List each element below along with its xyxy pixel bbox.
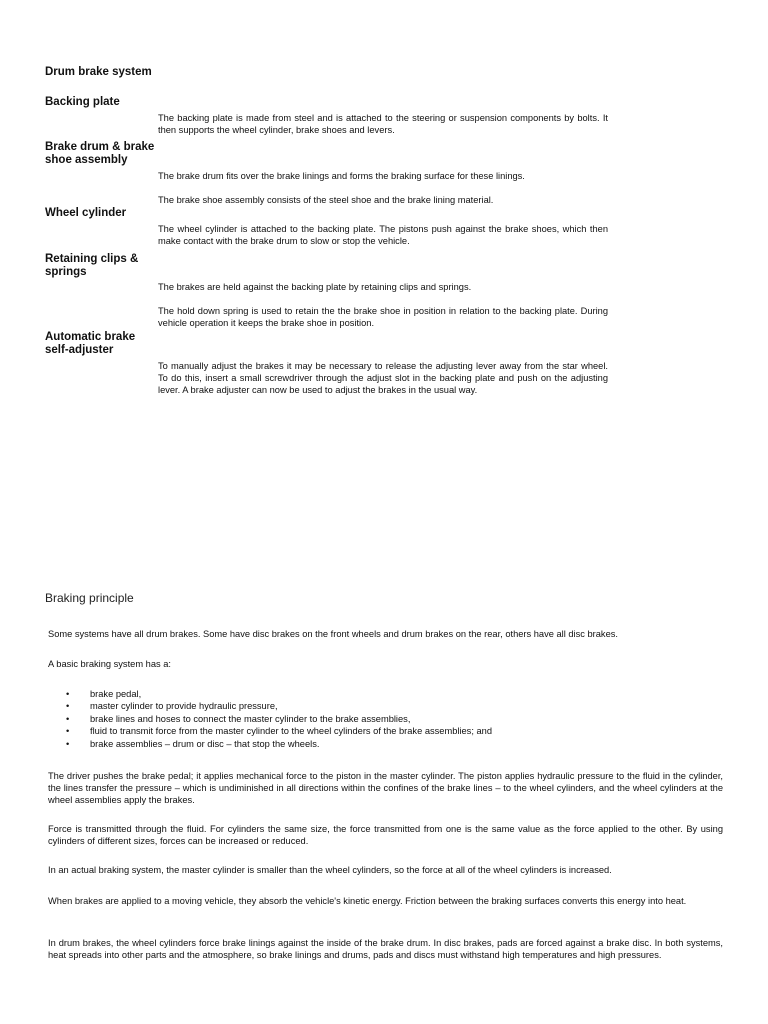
bullet-icon: • xyxy=(66,689,70,699)
paragraph-brake-shoe: The brake shoe assembly consists of the steel shoe and the brake lining material. xyxy=(158,195,494,205)
heading-brake-drum-line1: Brake drum & brake xyxy=(45,141,155,153)
paragraph-driver: The driver pushes the brake pedal; it applies mechanical force to the piston in the master cylinder. The piston applies hydraulic pressure to the fluid in the cylinder, the lines transfer the pressure – which is undiminished in all directions within the confines of the brake lines – to the wheel cylinders, and the wheel cylinders at the wheel assemblies apply the brakes. xyxy=(48,771,723,805)
bullet-icon: • xyxy=(66,713,70,724)
heading-brake-drum xyxy=(45,141,163,167)
heading-retaining-line1: Retaining clips & xyxy=(45,253,139,265)
paragraph-kinetic-energy: When brakes are applied to a moving vehicle, they absorb the vehicle's kinetic energy. Friction between the braking surfaces converts this energy into heat. xyxy=(48,896,687,906)
paragraph-force: Force is transmitted through the fluid. For cylinders the same size, the force transmitted from one is the same value as the force applied to the other. By using cylinders of different sizes, forces can be increased or reduced. xyxy=(48,824,723,846)
list-item-text: brake lines and hoses to connect the master cylinder to the brake assemblies, xyxy=(90,713,411,724)
heading-retaining-line2: springs xyxy=(45,266,87,278)
paragraph-brake-drum: The brake drum fits over the brake linings and forms the braking surface for these linings. xyxy=(158,171,525,181)
list-item-text: brake pedal, xyxy=(90,689,142,699)
heading-auto-line1: Automatic brake xyxy=(45,331,136,343)
list-item-text: fluid to transmit force from the master cylinder to the wheel cylinders of the brake assemblies; and xyxy=(90,726,493,737)
list-item xyxy=(48,713,492,725)
heading-retaining-clips xyxy=(45,253,163,279)
list-item xyxy=(48,738,492,750)
list-item xyxy=(48,700,492,712)
heading-automatic-adjuster xyxy=(45,331,163,357)
heading-auto-line2: self-adjuster xyxy=(45,344,114,356)
heading-brake-drum-line2: shoe assembly xyxy=(45,154,128,166)
list-item-text: master cylinder to provide hydraulic pressure, xyxy=(90,701,278,712)
paragraph-hold-down: The hold down spring is used to retain the the brake shoe in position in relation to the backing plate. During vehicle operation it keeps the brake shoe in position. xyxy=(158,306,608,328)
bullet-list xyxy=(48,688,492,750)
list-item xyxy=(48,725,492,737)
paragraph-drum-disc: In drum brakes, the wheel cylinders force brake linings against the inside of the brake drum. In disc brakes, pads are forced against a brake disc. In both systems, heat spreads into other parts and the atmosphere, so brake linings and drums, pads and discs must withstand high temperatures and high pressures. xyxy=(48,938,723,960)
paragraph-list-intro: A basic braking system has a: xyxy=(48,659,171,669)
list-item-text: brake assemblies – drum or disc – that stop the wheels. xyxy=(90,738,320,749)
paragraph-auto-adjuster: To manually adjust the brakes it may be necessary to release the adjusting lever away from the star wheel. To do this, insert a small screwdriver through the adjust slot in the backing plate and push on the adjusting lever. A brake adjuster can now be used to adjust the brakes in the usual way. xyxy=(158,361,608,395)
paragraph-backing-plate: The backing plate is made from steel and is attached to the steering or suspension components by bolts. It then supports the wheel cylinder, brake shoes and levers. xyxy=(158,113,608,135)
bullet-icon: • xyxy=(66,726,70,737)
bullet-icon: • xyxy=(66,738,70,749)
bullet-icon: • xyxy=(66,701,70,712)
list-item xyxy=(48,688,492,700)
heading-wheel-cylinder: Wheel cylinder xyxy=(45,207,127,219)
paragraph-actual-system: In an actual braking system, the master cylinder is smaller than the wheel cylinders, so the force at all of the wheel cylinders is increased. xyxy=(48,865,612,875)
section-title-braking-principle: Braking principle xyxy=(45,591,134,605)
paragraph-intro: Some systems have all drum brakes. Some have disc brakes on the front wheels and drum brakes on the rear, others have all disc brakes. xyxy=(48,629,618,639)
paragraph-wheel-cylinder: The wheel cylinder is attached to the backing plate. The pistons push against the brake shoes, which then make contact with the brake drum to slow or stop the vehicle. xyxy=(158,224,608,246)
paragraph-retaining: The brakes are held against the backing plate by retaining clips and springs. xyxy=(158,282,472,292)
section-title-drum-brake-system: Drum brake system xyxy=(45,66,152,78)
heading-backing-plate: Backing plate xyxy=(45,96,120,108)
